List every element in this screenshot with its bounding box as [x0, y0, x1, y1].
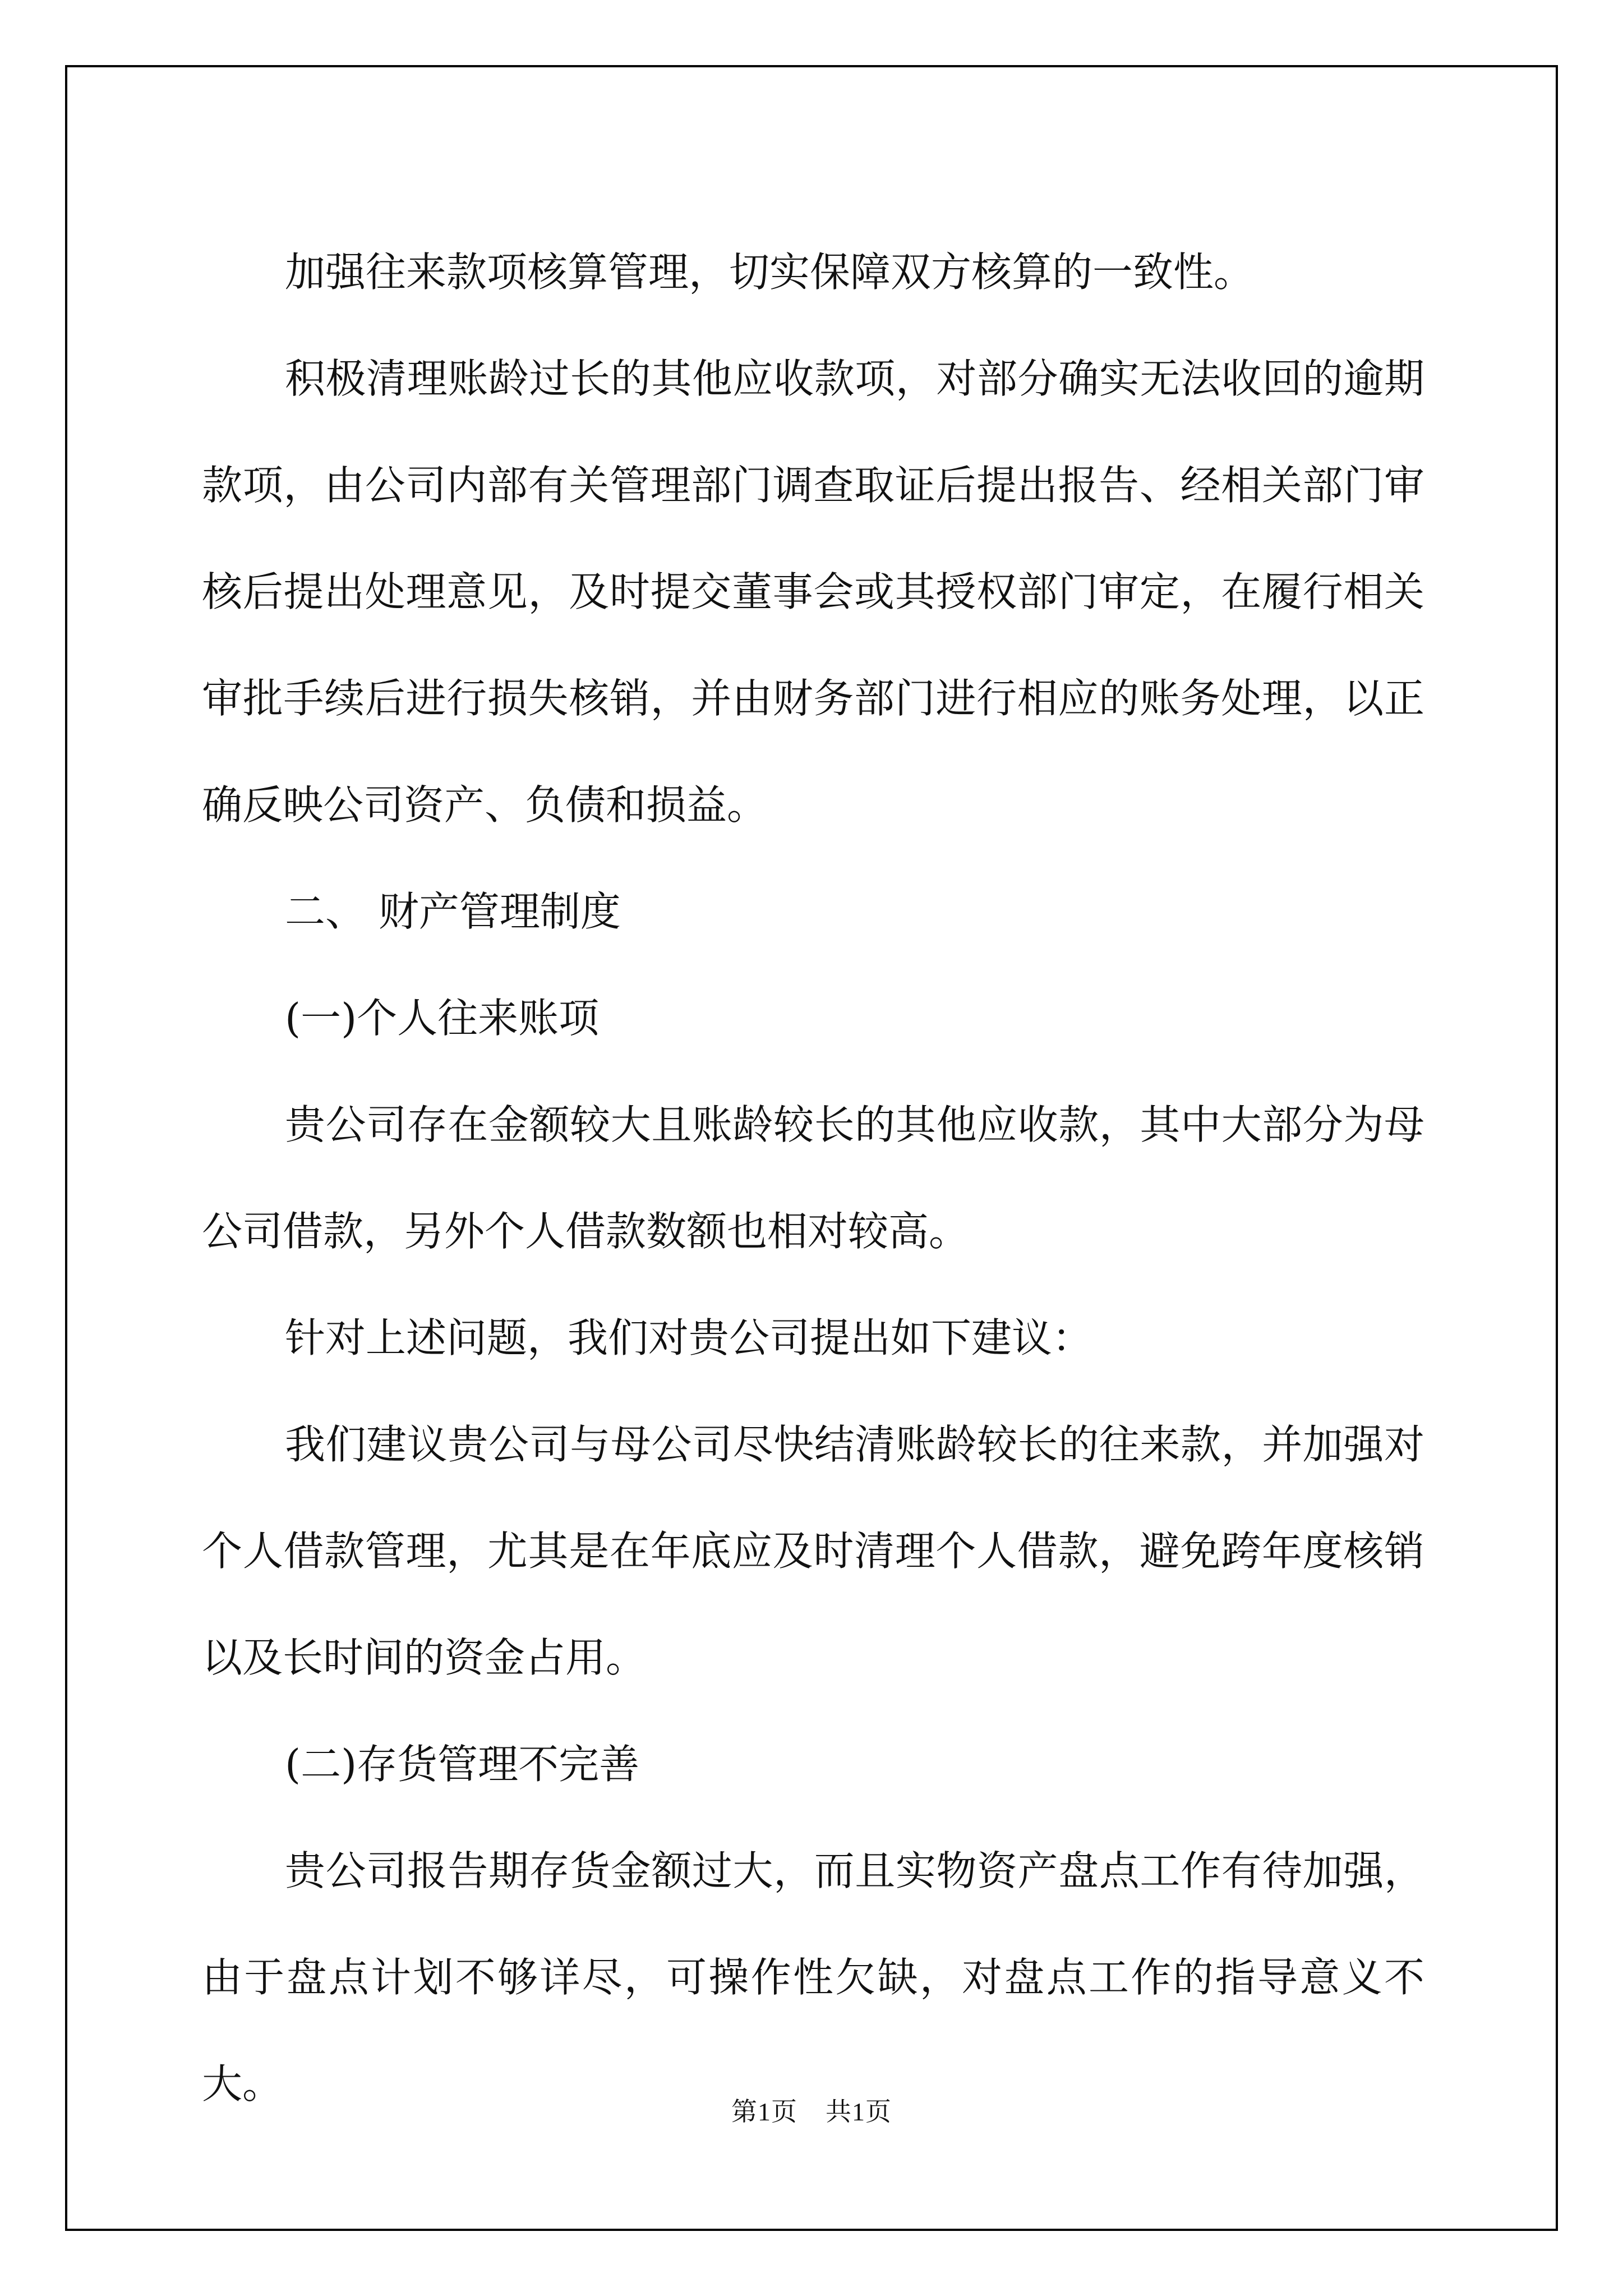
page-footer — [0, 2091, 1623, 2128]
page-total: 共1页 — [826, 2097, 892, 2126]
paragraph: 我们建议贵公司与母公司尽快结清账龄较长的往来款，并加强对个人借款管理，尤其是在年底应及时清理个人借款，避免跨年度核销以及长时间的资金占用。 — [202, 1421, 1424, 1681]
subsection-heading: (一)个人往来账项 — [285, 995, 600, 1042]
section-heading: 二、 财产管理制度 — [285, 888, 621, 935]
paragraph: 加强往来款项核算管理，切实保障双方核算的一致性。 — [285, 249, 1255, 296]
document-body — [202, 219, 1424, 2137]
subsection-heading: (二)存货管理不完善 — [285, 1741, 640, 1788]
paragraph: 针对上述问题，我们对贵公司提出如下建议： — [285, 1314, 1093, 1361]
paragraph: 积极清理账龄过长的其他应收款项，对部分确实无法收回的逾期款项，由公司内部有关管理部门调查取证后提出报告、经相关部门审核后提出处理意见，及时提交董事会或其授权部门审定，在履行相关审批手续后进行损失核销，并由财务部门进行相应的账务处理，以正确反映公司资产、负债和损益。 — [202, 355, 1424, 829]
paragraph: 贵公司报告期存货金额过大，而且实物资产盘点工作有待加强，由于盘点计划不够详尽，可操作性欠缺，对盘点工作的指导意义不大。 — [202, 1847, 1424, 2108]
paragraph: 贵公司存在金额较大且账龄较长的其他应收款，其中大部分为母公司借款，另外个人借款数额也相对较高。 — [202, 1101, 1424, 1255]
page-number: 第1页 — [731, 2097, 797, 2126]
